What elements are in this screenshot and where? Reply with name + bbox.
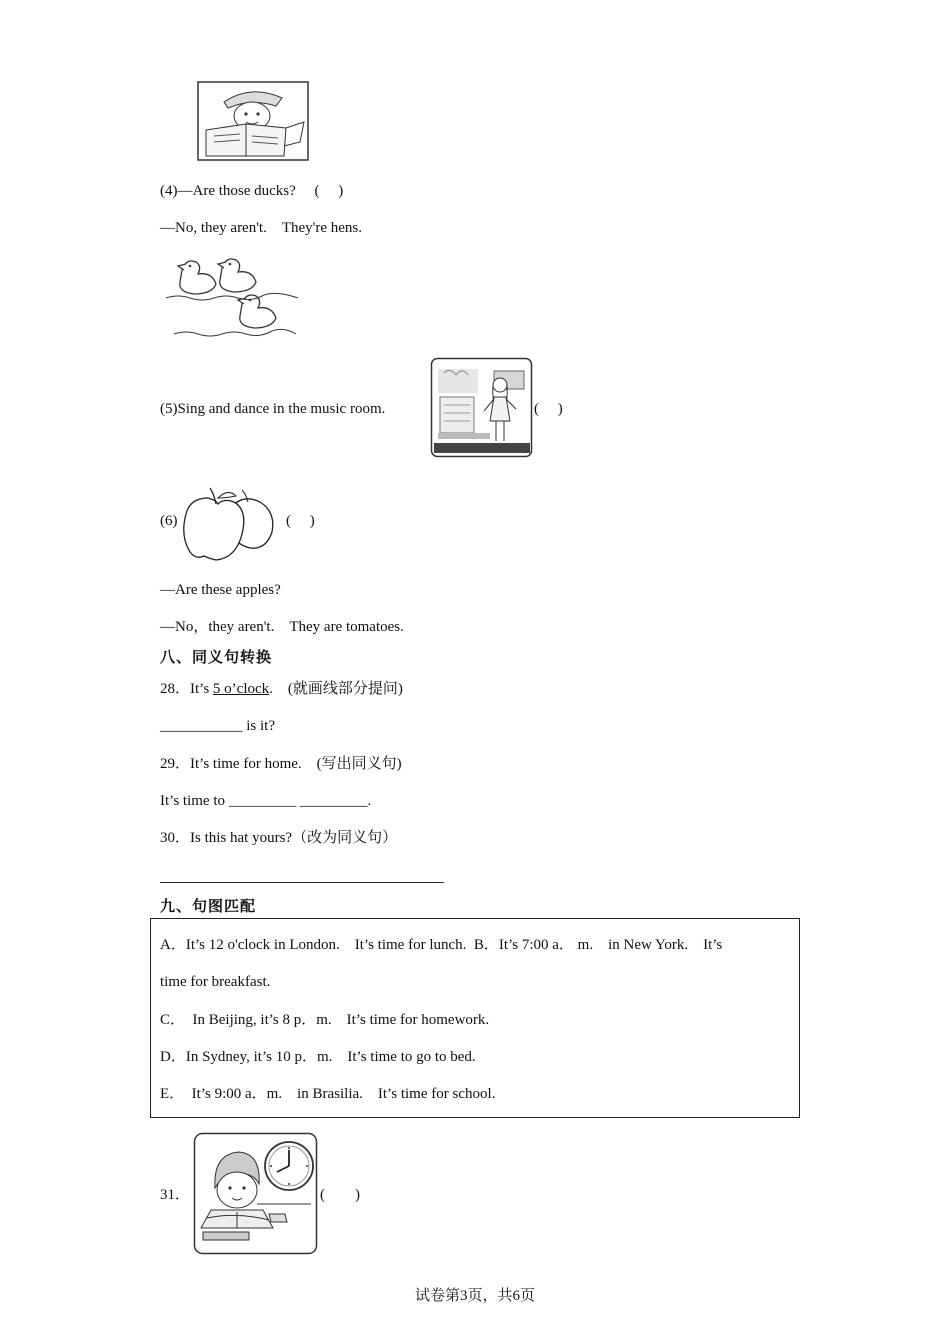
- clock-icon: [265, 1142, 313, 1190]
- apples-picture: [178, 484, 280, 564]
- section9-heading: 九、句图匹配: [160, 897, 257, 915]
- q31-paren: ( ): [320, 1187, 360, 1203]
- homework-picture: [193, 1132, 319, 1256]
- q29-answer-blank[interactable]: It’s time to _________ _________.: [160, 793, 372, 809]
- q30-text: 30．Is this hat yours?（改为同义句）: [160, 830, 398, 846]
- q6-label: (6): [160, 513, 178, 529]
- q6-question: —Are these apples?: [160, 582, 281, 598]
- option-b-cont: time for breakfast.: [160, 974, 271, 990]
- q28-text: [160, 680, 403, 698]
- boy-reading-picture: [196, 80, 312, 162]
- q30-answer-line[interactable]: [160, 882, 444, 883]
- q28-answer-blank[interactable]: ___________ is it?: [160, 718, 275, 734]
- option-d: D．In Sydney, it’s 10 p．m. It’s time to go to bed.: [160, 1049, 476, 1065]
- q5-paren: ( ): [534, 401, 563, 417]
- q28-underlined: 5 o’clock: [212, 681, 270, 697]
- q6-paren: ( ): [286, 513, 315, 529]
- ducks-picture: [164, 252, 302, 340]
- section8-heading: 八、同义句转换: [160, 648, 273, 666]
- q31-label: 31．: [160, 1187, 191, 1203]
- q6-answer: —No，they aren't. They are tomatoes.: [160, 619, 404, 635]
- q4-answer: —No, they aren't. They're hens.: [160, 220, 363, 236]
- q28-suffix: . (就画线部分提问): [269, 681, 403, 697]
- option-c: C． In Beijing, it’s 8 p．m. It’s time for homework.: [160, 1012, 490, 1028]
- q28-prefix: 28．It’s: [160, 681, 213, 697]
- q29-text: 29．It’s time for home. (写出同义句): [160, 756, 402, 772]
- option-a-b: A．It’s 12 o'clock in London. It’s time for lunch. B．It’s 7:00 a． m. in New York. It’s: [160, 937, 723, 953]
- option-e: E． It’s 9:00 a．m. in Brasilia. It’s time for school.: [160, 1086, 496, 1102]
- page-footer: 试卷第3页，共6页: [414, 1288, 535, 1304]
- q4-question: (4)—Are those ducks? ( ): [160, 183, 344, 199]
- q5-question: (5)Sing and dance in the music room.: [160, 401, 386, 417]
- music-room-picture: [430, 357, 534, 459]
